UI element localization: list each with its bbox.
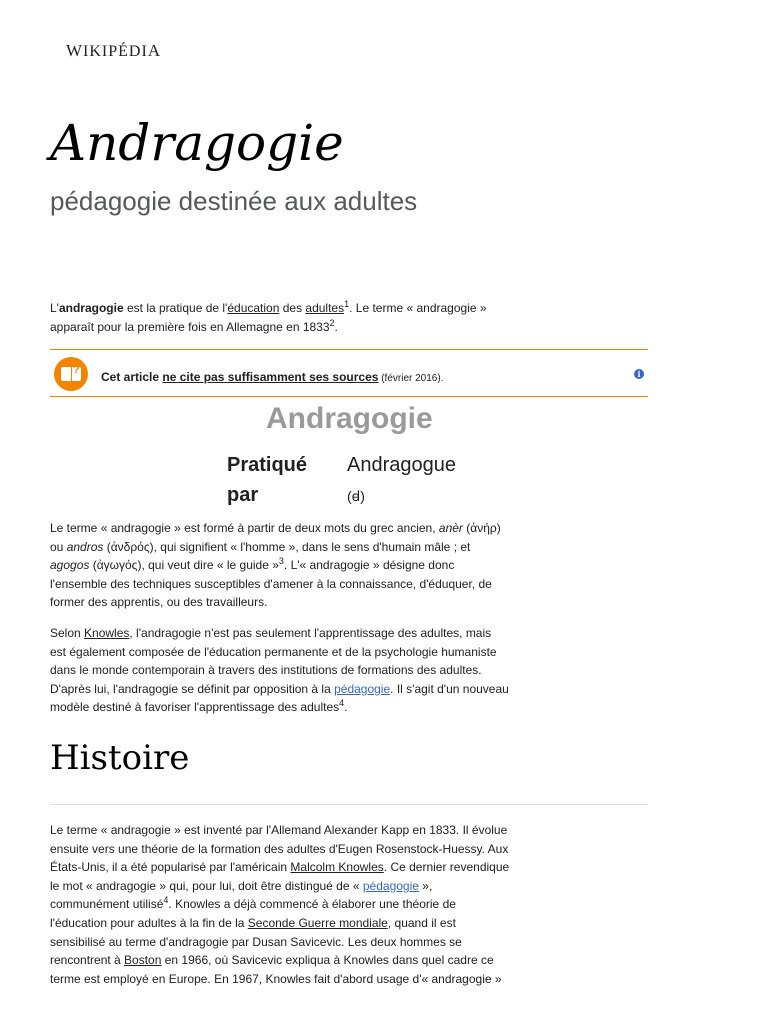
sources-notice [50, 349, 648, 397]
ref-1[interactable]: 1 [344, 299, 350, 309]
link-knowles[interactable]: Knowles [84, 626, 130, 640]
section-divider [50, 804, 648, 805]
section-heading-histoire: Histoire [50, 738, 190, 778]
notice-text: Cet article ne cite pas suffisamment ses sources (février 2016). [101, 370, 444, 384]
link-boston[interactable]: Boston [124, 953, 162, 968]
wikipedia-logo[interactable]: WIKIPÉDIA [66, 41, 162, 60]
infobox-title: Andragogie [266, 402, 433, 435]
book-question-icon: ? [54, 357, 88, 391]
link-education[interactable]: éducation [227, 301, 280, 315]
link-seconde-guerre[interactable]: Seconde Guerre mondiale [247, 915, 388, 930]
wikidata-edit-icon[interactable]: (ꟈ) [347, 488, 365, 504]
page-title: Andragogie [50, 114, 344, 172]
info-icon[interactable]: i [634, 369, 644, 379]
notice-link[interactable]: ne cite pas suffisamment ses sources [162, 370, 379, 384]
etymology-paragraph: Le terme « andragogie » est formé à partir de deux mots du grec ancien, anèr (ἀνήρ) ou andros (ἀνδρός), qui signifient « l'homme », dans le sens d'humain mâle ; et agogos (ἀγωγός), qui veut dire « le guide »$^3$. L'« andragogie » désigne donc l'ensemble des techniques susceptibles d'amener à la connaissance, d'éduquer, de former des apprentis, ou des travailleurs. [50, 521, 501, 610]
ref-2[interactable]: 2 [329, 317, 335, 328]
page-subtitle: pédagogie destinée aux adultes [50, 186, 418, 216]
link-pedagogie-2[interactable]: pédagogie [362, 878, 419, 893]
intro-paragraph: L'andragogie est la pratique de l'éducation des adultes$^1$. Le terme « andragogie » apparaît pour la première fois en Allemagne en 1833$^2$. [50, 299, 487, 334]
knowles-paragraph: Selon Knowles, l'andragogie n'est pas seulement l'apprentissage des adultes, mais est également composée de l'éducation permanente et de la psychologie humaniste dans le monde contemporain à travers des institutions de formations des adultes. D'après lui, l'andragogie se définit par opposition à la pédagogie. Il s'agit d'un nouveau modèle destiné à favoriser l'apprentissage des adultes$^4$. [50, 626, 509, 715]
link-adultes[interactable]: adultes [305, 301, 345, 315]
link-pedagogie[interactable]: pédagogie [334, 681, 391, 696]
infobox-label: Pratiqué par [227, 454, 308, 506]
link-malcolm-knowles[interactable]: Malcolm Knowles [290, 860, 384, 875]
infobox-value: Andragogue (ꟈ) [347, 454, 456, 504]
ref-4b[interactable]: 4 [163, 895, 169, 906]
ref-4[interactable]: 4 [339, 698, 345, 709]
ref-3[interactable]: 3 [278, 556, 284, 567]
history-paragraph: Le terme « andragogie » est inventé par l'Allemand Alexander Kapp en 1833. Il évolue ensuite vers une théorie de la formation des adultes d'Eugen Rosenstock-Huessy. Aux États-Unis, il a été popularisé par l'américain Malcolm Knowles. Ce dernier revendique le mot « andragogie » qui, pour lui, doit être distingué de « pédagogie », communément utilisé$^4$. Knowles a déjà commencé à élaborer une théorie de l'éducation pour adultes à la fin de la Seconde Guerre mondiale, quand il est sensibilisé au terme d'andragogie par Dusan Savicevic. Les deux hommes se rencontrent à Boston en 1966, où Savicevic expliqua à Knowles dans quel cadre ce terme est employé en Europe. En 1967, Knowles fait d'abord usage d'« andragogie » [50, 823, 510, 986]
